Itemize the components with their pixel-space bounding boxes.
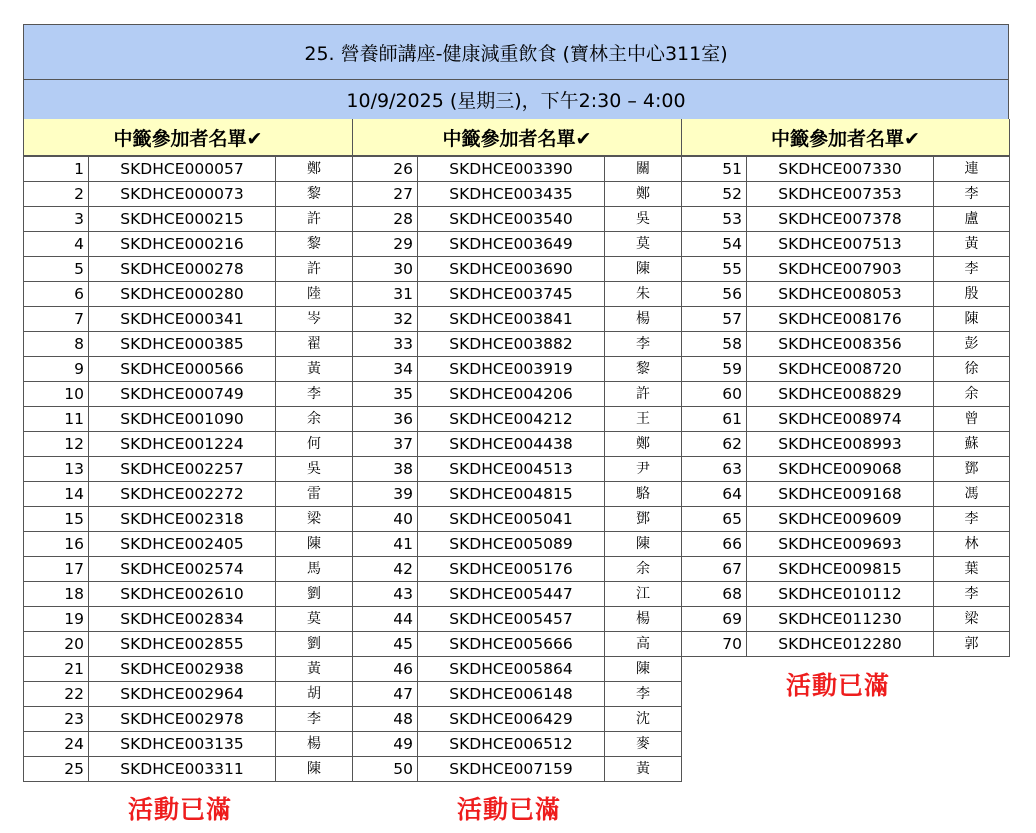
row-number: 34 [353, 357, 418, 382]
table-row [353, 432, 682, 457]
table-row [353, 582, 682, 607]
participant-surname: 胡 [276, 682, 353, 707]
row-number: 48 [353, 707, 418, 732]
participant-code: SKDHCE011230 [747, 607, 934, 632]
table-row [24, 607, 353, 632]
table-row [353, 557, 682, 582]
table-row [353, 632, 682, 657]
participant-code: SKDHCE000566 [89, 357, 276, 382]
participant-code: SKDHCE000341 [89, 307, 276, 332]
participant-code: SKDHCE005447 [418, 582, 605, 607]
participant-code: SKDHCE009168 [747, 482, 934, 507]
column-header: 中籤參加者名單✔ [352, 119, 682, 156]
participant-code: SKDHCE007903 [747, 257, 934, 282]
row-number: 49 [353, 732, 418, 757]
participant-code: SKDHCE002405 [89, 532, 276, 557]
row-number: 2 [24, 182, 89, 207]
table-row [24, 457, 353, 482]
participant-code: SKDHCE008720 [747, 357, 934, 382]
table-row [353, 407, 682, 432]
participant-surname: 關 [605, 157, 682, 182]
table-row [353, 207, 682, 232]
participant-table [23, 156, 353, 782]
table-row [682, 607, 1010, 632]
table-row [353, 382, 682, 407]
row-number: 47 [353, 682, 418, 707]
table-row [353, 157, 682, 182]
table-row [24, 657, 353, 682]
participant-surname: 郭 [934, 632, 1010, 657]
participant-code: SKDHCE006429 [418, 707, 605, 732]
table-row [682, 632, 1010, 657]
participant-surname: 麥 [605, 732, 682, 757]
participant-surname: 余 [276, 407, 353, 432]
table-row [24, 157, 353, 182]
participant-surname: 鄧 [934, 457, 1010, 482]
participant-surname: 徐 [934, 357, 1010, 382]
row-number: 70 [682, 632, 747, 657]
participant-surname: 曾 [934, 407, 1010, 432]
participant-code: SKDHCE003882 [418, 332, 605, 357]
row-number: 9 [24, 357, 89, 382]
table-row [24, 732, 353, 757]
participant-surname: 鄧 [605, 507, 682, 532]
row-number: 23 [24, 707, 89, 732]
row-number: 8 [24, 332, 89, 357]
row-number: 44 [353, 607, 418, 632]
participant-surname: 陳 [276, 532, 353, 557]
participant-code: SKDHCE008993 [747, 432, 934, 457]
row-number: 51 [682, 157, 747, 182]
table-row [682, 332, 1010, 357]
row-number: 35 [353, 382, 418, 407]
event-title: 25. 營養師講座-健康減重飲食 (寶林主中心311室) [23, 24, 1009, 80]
participant-code: SKDHCE009815 [747, 557, 934, 582]
participant-code: SKDHCE000280 [89, 282, 276, 307]
table-row [353, 332, 682, 357]
participant-code: SKDHCE005457 [418, 607, 605, 632]
table-row [24, 682, 353, 707]
participant-code: SKDHCE001224 [89, 432, 276, 457]
participant-code: SKDHCE002938 [89, 657, 276, 682]
participant-code: SKDHCE006148 [418, 682, 605, 707]
row-number: 61 [682, 407, 747, 432]
row-number: 45 [353, 632, 418, 657]
participant-surname: 尹 [605, 457, 682, 482]
row-number: 42 [353, 557, 418, 582]
participant-surname: 許 [276, 207, 353, 232]
participant-surname: 楊 [605, 607, 682, 632]
row-number: 62 [682, 432, 747, 457]
row-number: 32 [353, 307, 418, 332]
participant-code: SKDHCE007513 [747, 232, 934, 257]
participant-surname: 李 [934, 582, 1010, 607]
table-row [353, 532, 682, 557]
participant-code: SKDHCE000749 [89, 382, 276, 407]
event-date-time: 10/9/2025 (星期三)，下午2:30 – 4:00 [23, 79, 1009, 120]
table-row [24, 632, 353, 657]
participant-surname: 莫 [276, 607, 353, 632]
row-number: 37 [353, 432, 418, 457]
row-number: 31 [353, 282, 418, 307]
participant-code: SKDHCE002272 [89, 482, 276, 507]
participant-code: SKDHCE004513 [418, 457, 605, 482]
event-full-label: 活動已滿 [786, 671, 891, 700]
row-number: 16 [24, 532, 89, 557]
participant-surname: 梁 [276, 507, 353, 532]
participant-code: SKDHCE005176 [418, 557, 605, 582]
column-header: 中籤參加者名單✔ [23, 119, 353, 156]
table-row [353, 282, 682, 307]
participant-surname: 陳 [605, 532, 682, 557]
participant-surname: 李 [276, 382, 353, 407]
event-full-label: 活動已滿 [457, 795, 562, 824]
row-number: 14 [24, 482, 89, 507]
participant-surname: 許 [276, 257, 353, 282]
participant-surname: 吳 [605, 207, 682, 232]
table-row [353, 307, 682, 332]
table-row [24, 432, 353, 457]
participant-code: SKDHCE006512 [418, 732, 605, 757]
participant-surname: 江 [605, 582, 682, 607]
table-row [682, 357, 1010, 382]
participant-code: SKDHCE004206 [418, 382, 605, 407]
participant-surname: 李 [934, 507, 1010, 532]
table-row [353, 732, 682, 757]
participant-code: SKDHCE000073 [89, 182, 276, 207]
row-number: 56 [682, 282, 747, 307]
row-number: 41 [353, 532, 418, 557]
participant-code: SKDHCE003390 [418, 157, 605, 182]
participant-code: SKDHCE000216 [89, 232, 276, 257]
participant-column-2 [352, 119, 682, 782]
row-number: 38 [353, 457, 418, 482]
participant-code: SKDHCE008974 [747, 407, 934, 432]
table-row [353, 707, 682, 732]
participant-surname: 李 [276, 707, 353, 732]
row-number: 28 [353, 207, 418, 232]
row-number: 58 [682, 332, 747, 357]
participant-surname: 劉 [276, 582, 353, 607]
participant-code: SKDHCE002855 [89, 632, 276, 657]
participant-code: SKDHCE005041 [418, 507, 605, 532]
row-number: 6 [24, 282, 89, 307]
participant-surname: 楊 [276, 732, 353, 757]
participant-code: SKDHCE002318 [89, 507, 276, 532]
participant-surname: 陸 [276, 282, 353, 307]
table-row [353, 182, 682, 207]
row-number: 65 [682, 507, 747, 532]
row-number: 46 [353, 657, 418, 682]
table-row [353, 682, 682, 707]
participant-code: SKDHCE001090 [89, 407, 276, 432]
participant-code: SKDHCE002978 [89, 707, 276, 732]
participant-code: SKDHCE008176 [747, 307, 934, 332]
participant-code: SKDHCE003435 [418, 182, 605, 207]
participant-surname: 岑 [276, 307, 353, 332]
table-row [353, 757, 682, 782]
participant-code: SKDHCE003311 [89, 757, 276, 782]
participant-code: SKDHCE000278 [89, 257, 276, 282]
participant-surname: 翟 [276, 332, 353, 357]
table-row [24, 182, 353, 207]
row-number: 11 [24, 407, 89, 432]
row-number: 54 [682, 232, 747, 257]
row-number: 63 [682, 457, 747, 482]
table-row [24, 482, 353, 507]
participant-surname: 陳 [605, 657, 682, 682]
participant-code: SKDHCE003649 [418, 232, 605, 257]
row-number: 20 [24, 632, 89, 657]
participant-surname: 何 [276, 432, 353, 457]
participant-code: SKDHCE003690 [418, 257, 605, 282]
participant-surname: 鄭 [605, 432, 682, 457]
participant-code: SKDHCE004212 [418, 407, 605, 432]
participant-code: SKDHCE007330 [747, 157, 934, 182]
row-number: 1 [24, 157, 89, 182]
row-number: 36 [353, 407, 418, 432]
participant-surname: 鄭 [605, 182, 682, 207]
table-row [682, 257, 1010, 282]
table-row [24, 557, 353, 582]
participant-surname: 李 [934, 257, 1010, 282]
participant-column-1 [23, 119, 353, 782]
participant-surname: 連 [934, 157, 1010, 182]
row-number: 10 [24, 382, 89, 407]
row-number: 13 [24, 457, 89, 482]
participant-code: SKDHCE002610 [89, 582, 276, 607]
participant-surname: 許 [605, 382, 682, 407]
participant-surname: 黎 [276, 182, 353, 207]
participant-surname: 余 [605, 557, 682, 582]
table-row [682, 582, 1010, 607]
table-row [682, 157, 1010, 182]
table-row [682, 382, 1010, 407]
row-number: 69 [682, 607, 747, 632]
table-row [24, 382, 353, 407]
column-header: 中籤參加者名單✔ [681, 119, 1010, 156]
table-row [682, 407, 1010, 432]
participant-surname: 馮 [934, 482, 1010, 507]
participant-code: SKDHCE000057 [89, 157, 276, 182]
table-row [353, 507, 682, 532]
row-number: 60 [682, 382, 747, 407]
event-full-label: 活動已滿 [128, 795, 233, 824]
row-number: 52 [682, 182, 747, 207]
participant-surname: 莫 [605, 232, 682, 257]
participant-surname: 馬 [276, 557, 353, 582]
participant-surname: 雷 [276, 482, 353, 507]
table-row [682, 532, 1010, 557]
row-number: 4 [24, 232, 89, 257]
participant-code: SKDHCE002834 [89, 607, 276, 632]
table-row [24, 232, 353, 257]
participant-surname: 黎 [276, 232, 353, 257]
participant-code: SKDHCE003540 [418, 207, 605, 232]
row-number: 29 [353, 232, 418, 257]
participant-code: SKDHCE005666 [418, 632, 605, 657]
participant-surname: 陳 [934, 307, 1010, 332]
participant-code: SKDHCE009693 [747, 532, 934, 557]
table-row [24, 357, 353, 382]
row-number: 43 [353, 582, 418, 607]
row-number: 33 [353, 332, 418, 357]
row-number: 5 [24, 257, 89, 282]
participant-code: SKDHCE003745 [418, 282, 605, 307]
participant-surname: 楊 [605, 307, 682, 332]
participant-surname: 駱 [605, 482, 682, 507]
table-row [682, 457, 1010, 482]
table-row [24, 532, 353, 557]
participant-surname: 鄭 [276, 157, 353, 182]
participant-surname: 劉 [276, 632, 353, 657]
participant-code: SKDHCE008829 [747, 382, 934, 407]
table-row [682, 557, 1010, 582]
table-row [24, 582, 353, 607]
participant-surname: 吳 [276, 457, 353, 482]
participant-surname: 黃 [276, 357, 353, 382]
table-row [24, 407, 353, 432]
participant-surname: 梁 [934, 607, 1010, 632]
participant-surname: 彭 [934, 332, 1010, 357]
row-number: 40 [353, 507, 418, 532]
row-number: 25 [24, 757, 89, 782]
participant-code: SKDHCE003919 [418, 357, 605, 382]
row-number: 68 [682, 582, 747, 607]
table-row [24, 507, 353, 532]
table-row [682, 432, 1010, 457]
participant-surname: 陳 [276, 757, 353, 782]
participant-code: SKDHCE005089 [418, 532, 605, 557]
table-row [24, 332, 353, 357]
participant-surname: 高 [605, 632, 682, 657]
table-row [682, 307, 1010, 332]
participant-surname: 陳 [605, 257, 682, 282]
table-row [353, 357, 682, 382]
table-row [353, 607, 682, 632]
table-row [353, 482, 682, 507]
participant-surname: 朱 [605, 282, 682, 307]
row-number: 57 [682, 307, 747, 332]
table-row [682, 232, 1010, 257]
table-row [682, 282, 1010, 307]
participant-surname: 李 [605, 682, 682, 707]
participant-code: SKDHCE002257 [89, 457, 276, 482]
participant-code: SKDHCE008356 [747, 332, 934, 357]
participant-surname: 李 [934, 182, 1010, 207]
table-row [353, 232, 682, 257]
row-number: 3 [24, 207, 89, 232]
table-row [353, 457, 682, 482]
row-number: 18 [24, 582, 89, 607]
row-number: 15 [24, 507, 89, 532]
row-number: 17 [24, 557, 89, 582]
participant-surname: 黃 [276, 657, 353, 682]
participant-surname: 黎 [605, 357, 682, 382]
participant-surname: 葉 [934, 557, 1010, 582]
participant-surname: 盧 [934, 207, 1010, 232]
row-number: 27 [353, 182, 418, 207]
row-number: 64 [682, 482, 747, 507]
participant-surname: 沈 [605, 707, 682, 732]
row-number: 39 [353, 482, 418, 507]
participant-code: SKDHCE007353 [747, 182, 934, 207]
row-number: 50 [353, 757, 418, 782]
row-number: 59 [682, 357, 747, 382]
table-row [353, 257, 682, 282]
row-number: 7 [24, 307, 89, 332]
participant-surname: 黃 [605, 757, 682, 782]
row-number: 12 [24, 432, 89, 457]
participant-code: SKDHCE002574 [89, 557, 276, 582]
participant-code: SKDHCE004438 [418, 432, 605, 457]
participant-code: SKDHCE009609 [747, 507, 934, 532]
participant-code: SKDHCE009068 [747, 457, 934, 482]
participant-code: SKDHCE012280 [747, 632, 934, 657]
table-row [682, 182, 1010, 207]
participant-code: SKDHCE000215 [89, 207, 276, 232]
table-row [24, 207, 353, 232]
table-row [353, 657, 682, 682]
table-row [24, 757, 353, 782]
row-number: 30 [353, 257, 418, 282]
row-number: 53 [682, 207, 747, 232]
participant-code: SKDHCE005864 [418, 657, 605, 682]
table-row [24, 707, 353, 732]
row-number: 21 [24, 657, 89, 682]
participant-surname: 李 [605, 332, 682, 357]
participant-column-3 [681, 119, 1010, 657]
participant-surname: 余 [934, 382, 1010, 407]
participant-table [681, 156, 1010, 657]
row-number: 19 [24, 607, 89, 632]
table-row [682, 482, 1010, 507]
participant-code: SKDHCE000385 [89, 332, 276, 357]
row-number: 26 [353, 157, 418, 182]
participant-code: SKDHCE007378 [747, 207, 934, 232]
participant-code: SKDHCE003135 [89, 732, 276, 757]
participant-code: SKDHCE002964 [89, 682, 276, 707]
participant-code: SKDHCE003841 [418, 307, 605, 332]
row-number: 55 [682, 257, 747, 282]
row-number: 22 [24, 682, 89, 707]
participant-code: SKDHCE008053 [747, 282, 934, 307]
participant-surname: 殷 [934, 282, 1010, 307]
participant-code: SKDHCE010112 [747, 582, 934, 607]
participant-surname: 林 [934, 532, 1010, 557]
table-row [682, 507, 1010, 532]
table-row [24, 307, 353, 332]
table-row [24, 257, 353, 282]
table-row [24, 282, 353, 307]
participant-table [352, 156, 682, 782]
participant-code: SKDHCE004815 [418, 482, 605, 507]
participant-code: SKDHCE007159 [418, 757, 605, 782]
participant-surname: 王 [605, 407, 682, 432]
row-number: 24 [24, 732, 89, 757]
row-number: 67 [682, 557, 747, 582]
row-number: 66 [682, 532, 747, 557]
table-row [682, 207, 1010, 232]
participant-surname: 黃 [934, 232, 1010, 257]
participant-surname: 蘇 [934, 432, 1010, 457]
